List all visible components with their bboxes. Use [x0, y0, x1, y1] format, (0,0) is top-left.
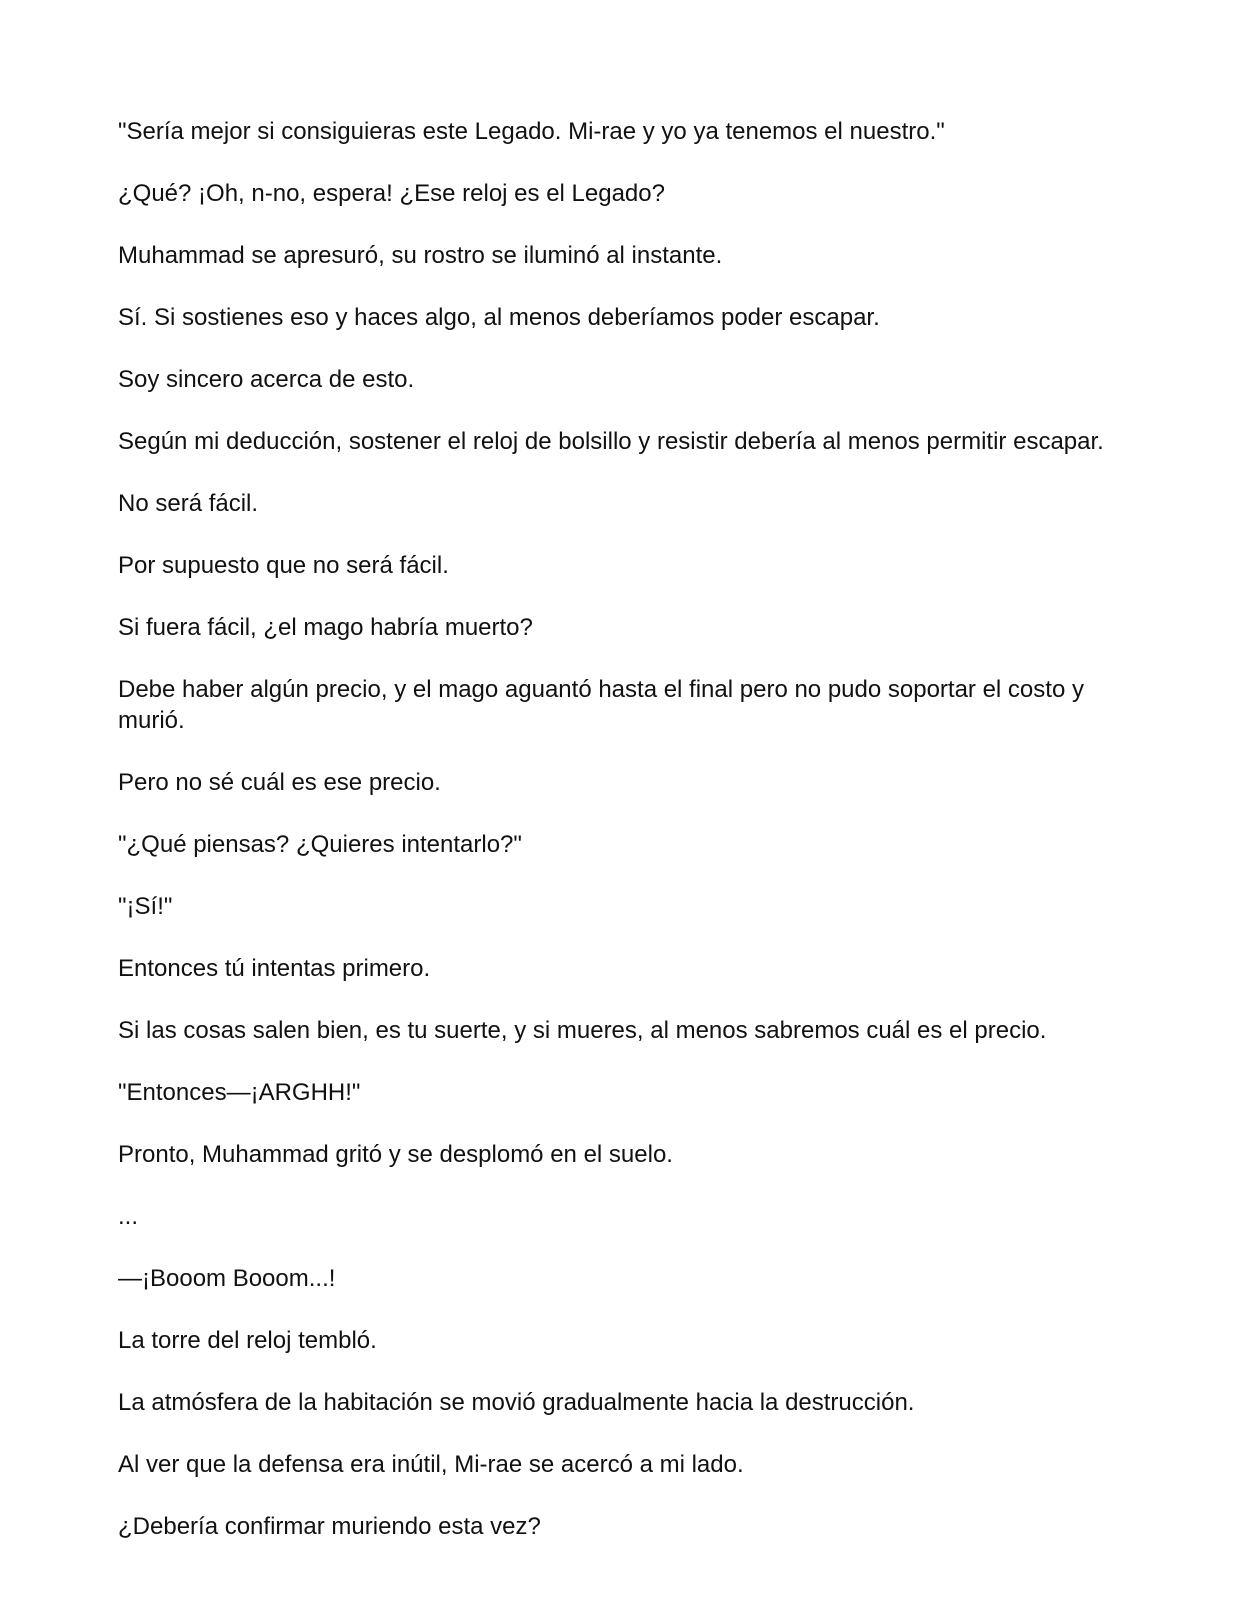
- paragraph: "¿Qué piensas? ¿Quieres intentarlo?": [118, 831, 522, 858]
- paragraph: Si fuera fácil, ¿el mago habría muerto?: [118, 614, 533, 641]
- paragraph: Soy sincero acerca de esto.: [118, 366, 415, 393]
- paragraph: ¿Qué? ¡Oh, n-no, espera! ¿Ese reloj es el Legado?: [118, 180, 665, 207]
- document-page: [118, 116, 1128, 1573]
- paragraph: La torre del reloj tembló.: [118, 1327, 377, 1354]
- paragraph: ...: [118, 1203, 139, 1230]
- paragraph: Pero no sé cuál es ese precio.: [118, 769, 441, 796]
- paragraph: Muhammad se apresuró, su rostro se iluminó al instante.: [118, 242, 723, 269]
- paragraph: —¡Booom Booom...!: [118, 1265, 336, 1292]
- paragraph: No será fácil.: [118, 490, 259, 517]
- paragraph: Según mi deducción, sostener el reloj de bolsillo y resistir debería al menos permitir escapar.: [118, 428, 1104, 455]
- paragraph: Entonces tú intentas primero.: [118, 955, 431, 982]
- paragraph: Si las cosas salen bien, es tu suerte, y si mueres, al menos sabremos cuál es el precio.: [118, 1017, 1047, 1044]
- paragraph: Debe haber algún precio, y el mago aguantó hasta el final pero no pudo soportar el costo y murió.: [118, 676, 1084, 734]
- paragraph: "¡Sí!": [118, 893, 173, 920]
- paragraph: La atmósfera de la habitación se movió gradualmente hacia la destrucción.: [118, 1389, 915, 1416]
- paragraph: ¿Debería confirmar muriendo esta vez?: [118, 1513, 541, 1540]
- paragraph: Por supuesto que no será fácil.: [118, 552, 449, 579]
- paragraph: "Entonces—¡ARGHH!": [118, 1079, 361, 1106]
- paragraph: "Sería mejor si consiguieras este Legado. Mi-rae y yo ya tenemos el nuestro.": [118, 118, 945, 145]
- paragraph: Al ver que la defensa era inútil, Mi-rae se acercó a mi lado.: [118, 1451, 744, 1478]
- paragraph: Pronto, Muhammad gritó y se desplomó en el suelo.: [118, 1141, 673, 1168]
- paragraph: Sí. Si sostienes eso y haces algo, al menos deberíamos poder escapar.: [118, 304, 880, 331]
